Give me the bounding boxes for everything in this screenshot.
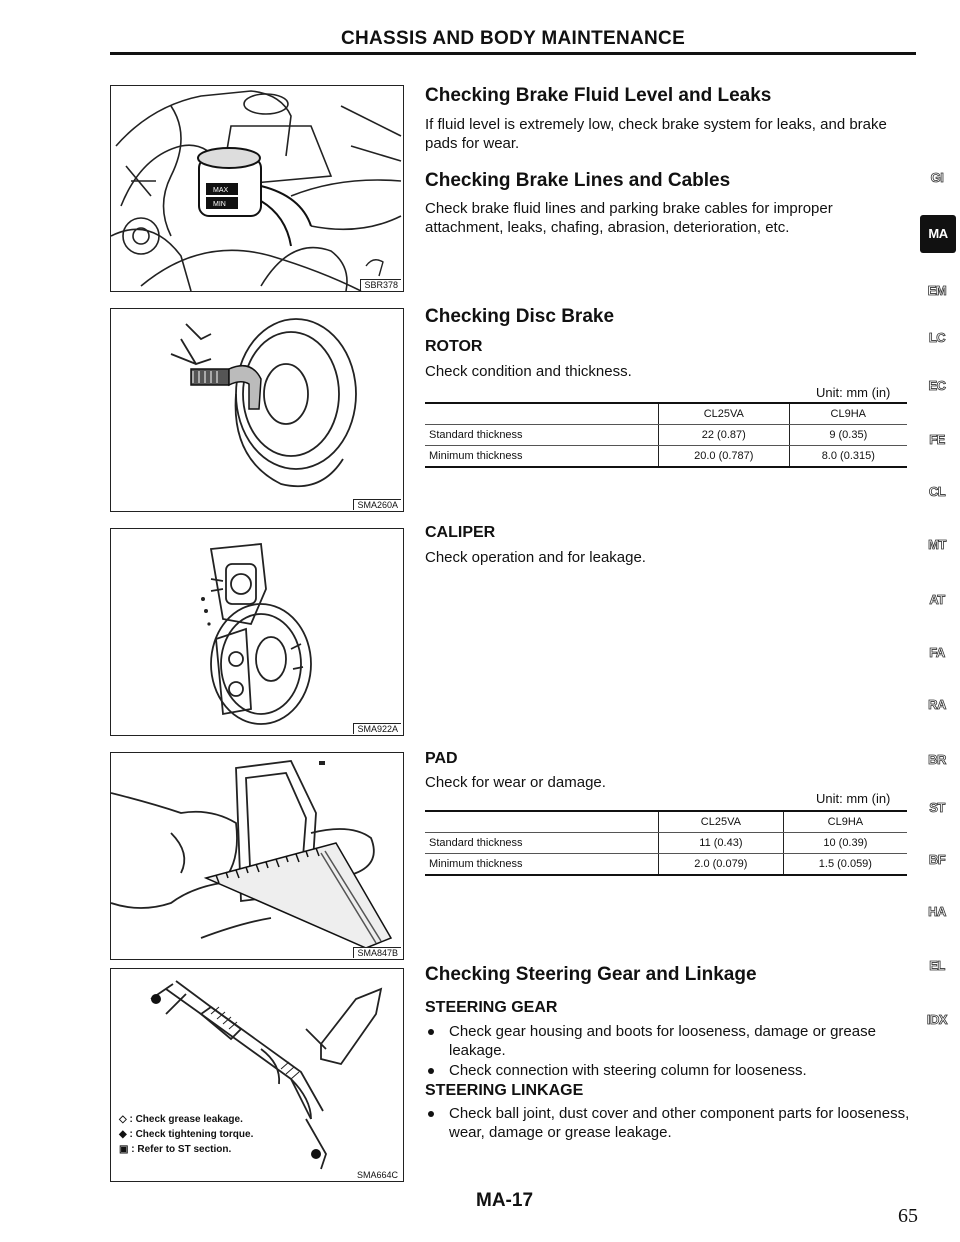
table-row [425,833,907,854]
side-tab-ra[interactable]: RA [928,697,946,712]
steering-linkage-title: STEERING LINKAGE [425,1082,584,1099]
side-tab-bf[interactable]: BF [928,852,946,867]
brake-reservoir-illustration [111,86,403,291]
section-title-fluid: Checking Brake Fluid Level and Leaks [425,85,772,106]
side-tab-gi[interactable]: GI [930,170,944,185]
header-rule [110,52,916,55]
page-header: CHASSIS AND BODY MAINTENANCE [340,28,686,49]
list-item-text: Check connection with steering column for looseness. [449,1062,807,1079]
table-cell: 2.0 (0.079) [659,854,784,876]
pad-measure-illustration [111,753,403,959]
list-item [425,1104,915,1142]
pad-unit: Unit: mm (in) [816,791,891,806]
figure-code: SMA847B [353,947,401,958]
steering-gear-title: STEERING GEAR [425,999,558,1016]
table-cell: Standard thickness [425,833,659,854]
page-number: 65 [898,1205,918,1227]
figure-code: SMA260A [353,499,401,510]
side-tab-ma[interactable]: MA [920,215,956,253]
rotor-illustration [111,309,403,511]
section-title-steering: Checking Steering Gear and Linkage [425,964,757,985]
table-cell: 22 (0.87) [659,425,790,446]
table-cell: CL9HA [789,403,907,425]
fluid-text: If fluid level is extremely low, check brake system for leaks, and brake pads for wear. [425,116,887,152]
pad-table [425,810,907,876]
pad-title: PAD [425,750,458,767]
table-cell: CL25VA [659,403,790,425]
table-cell: 10 (0.39) [783,833,907,854]
table-cell [425,811,659,833]
caliper-text: Check operation and for leakage. [425,549,646,566]
bullet [428,1068,434,1074]
table-cell: 11 (0.43) [659,833,784,854]
legend-torque: ◆ : Check tightening torque. [119,1129,254,1140]
section-title-disc: Checking Disc Brake [425,306,615,327]
caliper-illustration [111,529,403,735]
legend-text: : Check tightening torque. [129,1129,254,1140]
bullet [428,1111,434,1117]
legend-grease: ◇ : Check grease leakage. [119,1114,243,1125]
side-tab-ec[interactable]: EC [928,378,946,393]
legend-text: : Refer to ST section. [131,1144,232,1155]
side-tab-em[interactable]: EM [927,283,947,298]
table-header-row [425,403,907,425]
legend-refer: ▣ : Refer to ST section. [119,1144,232,1155]
side-tab-at[interactable]: AT [929,592,945,607]
caliper-title: CALIPER [425,524,496,541]
figure-caliper [110,528,404,736]
table-cell: 8.0 (0.315) [789,446,907,468]
list-item [425,1061,915,1080]
figure-brake-reservoir [110,85,404,292]
table-row [425,854,907,876]
figure-pad [110,752,404,960]
table-cell: CL25VA [659,811,784,833]
section-title-lines: Checking Brake Lines and Cables [425,170,731,191]
figure-code: SBR378 [360,279,401,290]
rotor-title: ROTOR [425,338,483,355]
side-tab-ha[interactable]: HA [928,904,946,919]
legend-text: : Check grease leakage. [129,1114,243,1125]
side-tab-lc[interactable]: LC [928,330,946,345]
list-item-text: Check ball joint, dust cover and other component parts for looseness, wear, damage or grease leakage. [449,1105,910,1141]
side-tab-fa[interactable]: FA [929,645,945,660]
table-cell: 1.5 (0.059) [783,854,907,876]
figure-code: SMA922A [353,723,401,734]
table-cell: 20.0 (0.787) [659,446,790,468]
lines-text: Check brake fluid lines and parking brake cables for improper attachment, leaks, chafing, abrasion, deterioration, etc. [425,200,833,236]
side-tab-mt[interactable]: MT [928,537,946,552]
label-min: MIN [213,201,226,208]
side-tab-st[interactable]: ST [929,800,945,815]
table-cell: Standard thickness [425,425,659,446]
list-item [425,1022,915,1060]
page-label: MA-17 [476,1190,534,1211]
table-cell [425,403,659,425]
side-tab-br[interactable]: BR [928,752,946,767]
table-cell: Minimum thickness [425,854,659,876]
side-tab-el[interactable]: EL [929,958,945,973]
label-max: MAX [213,187,229,194]
figure-steering-gear [110,968,404,1182]
bullet [428,1029,434,1035]
side-tab-idx[interactable]: IDX [926,1012,948,1027]
table-row [425,425,907,446]
table-row [425,446,907,468]
side-tab-cl[interactable]: CL [928,484,946,499]
table-cell: 9 (0.35) [789,425,907,446]
figure-rotor-check [110,308,404,512]
rotor-table [425,402,907,468]
table-header-row [425,811,907,833]
list-item-text: Check gear housing and boots for looseness, damage or grease leakage. [449,1023,876,1059]
side-tab-fe[interactable]: FE [929,432,945,447]
rotor-unit: Unit: mm (in) [816,385,891,400]
figure-code: SMA664C [354,1170,401,1180]
pad-text: Check for wear or damage. [425,774,606,791]
rotor-text: Check condition and thickness. [425,363,632,380]
table-cell: Minimum thickness [425,446,659,468]
table-cell: CL9HA [783,811,907,833]
